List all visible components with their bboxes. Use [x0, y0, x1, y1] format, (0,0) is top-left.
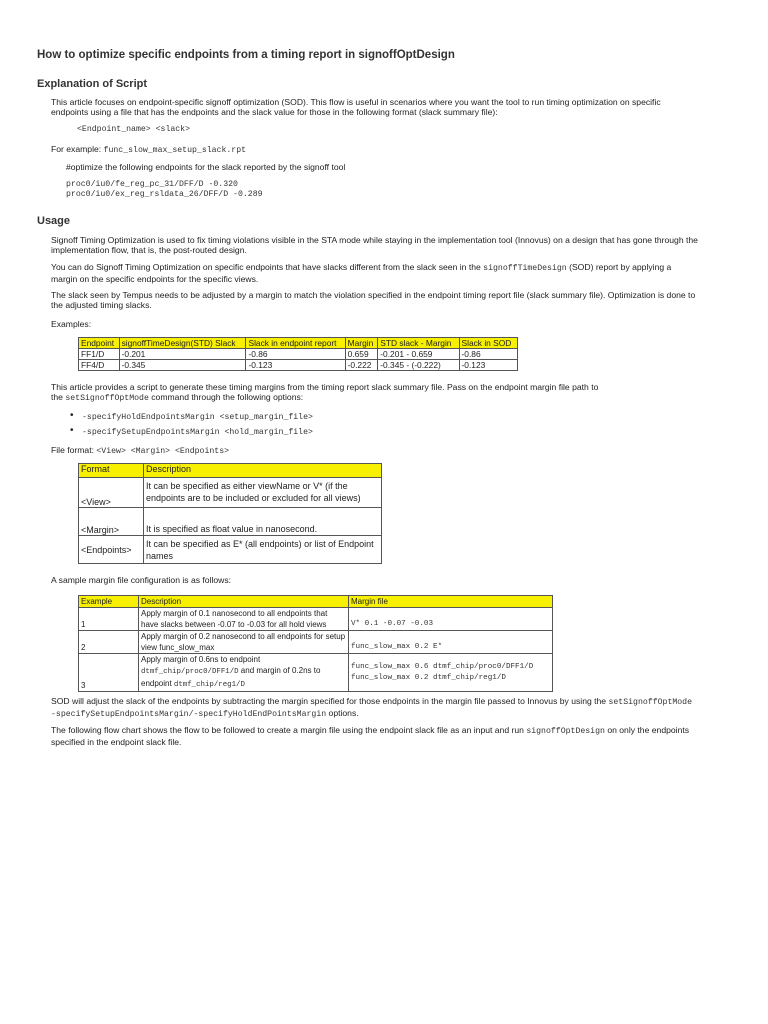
code-line-2: proc0/iu0/ex_reg_rsldata_26/DFF/D -0.289 [66, 190, 263, 199]
flow-paragraph [51, 725, 741, 748]
table-cell: func_slow_max 0.2 E* [349, 631, 553, 654]
table-cell: -0.123 [246, 360, 345, 371]
table-row [79, 608, 553, 631]
table-row [79, 360, 518, 371]
intro-line-2: endpoints using a file that has the endpoints and the slack value for those in the following format (slack summary file): [51, 107, 498, 118]
table-cell: <Margin> [79, 508, 144, 536]
script-paragraph [51, 382, 741, 405]
table-cell: 0.659 [345, 349, 378, 360]
usage-p3-line-2: the adjusted timing slacks. [51, 300, 152, 311]
intro-paragraph [51, 97, 741, 118]
usage-p2-text-b: (SOD) report by applying a [566, 262, 672, 272]
script-line-2a: the [51, 392, 66, 403]
table-cell: -0.123 [459, 360, 517, 371]
table-row [79, 654, 553, 692]
table-cell: It can be specified as E* (all endpoints) or list of Endpoint names [144, 536, 382, 564]
section-heading-explanation: Explanation of Script [37, 78, 148, 90]
margin-file-line-2: func_slow_max 0.2 dtmf_chip/reg1/D [351, 673, 506, 682]
examples-label: Examples: [51, 319, 92, 329]
usage-paragraph-2 [51, 262, 741, 285]
usage-p2-line-2: margin on the specific endpoints for the specific views. [51, 274, 259, 285]
list-item [70, 426, 313, 441]
script-line-1: This article provides a script to generate these timing margins from the timing report slack summary file. Pass on the endpoint margin file path to [51, 382, 599, 392]
margin-file-table [78, 595, 553, 692]
table-cell: -0.345 [119, 360, 246, 371]
table-header-cell: signoffTimeDesign(STD) Slack [119, 338, 246, 349]
desc-text-a: Apply margin of 0.6ns to endpoint [141, 655, 261, 664]
table-header-row [79, 464, 382, 478]
usage-p3-line-1: The slack seen by Tempus needs to be adjusted by a margin to match the violation specified in the endpoint timing report file (slack summary file). Optimization is done to [51, 290, 696, 300]
table-cell: -0.222 [345, 360, 378, 371]
flow-code: signoffOptDesign [526, 727, 605, 736]
table-cell: <Endpoints> [79, 536, 144, 564]
sod-code-2: -specifySetupEndpointsMargin/-specifyHoldEndPointsMargin [51, 710, 327, 720]
usage-p1-line-2: implementation flow, that is, the post-routed design. [51, 245, 247, 256]
table-cell: It is specified as float value in nanosecond. [144, 508, 382, 536]
table-cell [349, 654, 553, 692]
table-header-cell: Margin file [349, 596, 553, 608]
example-label: For example: [51, 144, 104, 154]
option-hold: -specifyHoldEndpointsMargin <setup_margin_file> [82, 413, 313, 422]
page-title: How to optimize specific endpoints from a timing report in signoffOptDesign [37, 49, 455, 61]
option-list [70, 411, 313, 441]
flow-line-2: specified in the endpoint slack file. [51, 737, 182, 748]
desc-text-b: and margin of 0.2ns to endpoint [141, 666, 321, 688]
table-cell: -0.86 [459, 349, 517, 360]
file-format-label: File format: [51, 445, 97, 455]
sod-text-a: SOD will adjust the slack of the endpoints by subtracting the margin specified for those endpoints in the margin file passed to Innovus by using the [51, 696, 609, 706]
table-cell: FF4/D [79, 360, 120, 371]
table-row [79, 349, 518, 360]
table-cell [139, 654, 349, 692]
file-format-code: <View> <Margin> <Endpoints> [96, 447, 230, 456]
table-cell: Apply margin of 0.2 nanosecond to all endpoints for setup view func_slow_max [139, 631, 349, 654]
table-cell: -0.201 [119, 349, 246, 360]
table-cell: <View> [79, 478, 144, 508]
table-cell: 1 [79, 608, 139, 631]
example-line [51, 144, 741, 156]
code-comment: #optimize the following endpoints for the slack reported by the signoff tool [66, 162, 346, 172]
table-cell: FF1/D [79, 349, 120, 360]
usage-paragraph-3 [51, 290, 741, 311]
table-row [79, 508, 382, 536]
format-line: <Endpoint_name> <slack> [77, 125, 191, 134]
sod-paragraph [51, 696, 741, 721]
table-cell: -0.201 - 0.659 [378, 349, 459, 360]
table-cell: 3 [79, 654, 139, 692]
table-row [79, 478, 382, 508]
table-header-cell: Format [79, 464, 144, 478]
sod-text-b: options. [326, 708, 359, 719]
table-row [79, 631, 553, 654]
table-cell: 2 [79, 631, 139, 654]
sample-label: A sample margin file configuration is as follows: [51, 575, 232, 585]
usage-p1-line-1: Signoff Timing Optimization is used to fix timing violations visible in the STA mode while staying in the implementation tool (Innovus) on a design that has gone through the [51, 235, 698, 245]
flow-text-a: The following flow chart shows the flow to be followed to create a margin file using the endpoint slack file as an input and run [51, 725, 527, 735]
table-header-cell: Margin [345, 338, 378, 349]
table-header-cell: Description [144, 464, 382, 478]
table-cell: It can be specified as either viewName or V* (if the endpoints are to be included or excluded for all views) [144, 478, 382, 508]
sod-code-1: setSignoffOptMode [608, 698, 693, 707]
slack-margin-table [78, 337, 518, 371]
table-cell: -0.86 [246, 349, 345, 360]
usage-paragraph-1 [51, 235, 741, 256]
table-header-cell: Example [79, 596, 139, 608]
table-row [79, 536, 382, 564]
list-item [70, 411, 313, 426]
example-filename: func_slow_max_setup_slack.rpt [103, 146, 247, 155]
table-header-row [79, 596, 553, 608]
table-cell: V* 0.1 -0.07 -0.03 [349, 608, 553, 631]
desc-code-1: dtmf_chip/proc0/DFF1/D [141, 668, 239, 676]
table-cell: -0.345 - (-0.222) [378, 360, 459, 371]
table-header-cell: Description [139, 596, 349, 608]
format-table [78, 463, 382, 564]
table-header-cell: Slack in SOD [459, 338, 517, 349]
table-header-row [79, 338, 518, 349]
flow-text-b: on only the endpoints [604, 725, 690, 735]
option-setup: -specifySetupEndpointsMargin <hold_margin_file> [82, 428, 313, 437]
script-line-2b: command through the following options: [148, 392, 304, 403]
section-heading-usage: Usage [37, 215, 71, 227]
table-header-cell: Endpoint [79, 338, 120, 349]
file-format-line [51, 445, 741, 457]
desc-code-2: dtmf_chip/reg1/D [173, 681, 245, 689]
table-header-cell: STD slack - Margin [378, 338, 459, 349]
usage-p2-code: signoffTimeDesign [483, 264, 567, 273]
code-block [66, 180, 263, 200]
table-header-cell: Slack in endpoint report [246, 338, 345, 349]
code-line-1: proc0/iu0/fe_reg_pc_31/DFF/D -0.320 [66, 180, 238, 189]
table-cell: Apply margin of 0.1 nanosecond to all endpoints that have slacks between -0.07 to -0.03 for all hold views [139, 608, 349, 631]
script-code: setSignoffOptMode [65, 394, 149, 404]
intro-line-1: This article focuses on endpoint-specific signoff optimization (SOD). This flow is useful in scenarios where you want the tool to run timing optimization on specific [51, 97, 661, 107]
margin-file-line-1: func_slow_max 0.6 dtmf_chip/proc0/DFF1/D [351, 662, 534, 671]
usage-p2-text-a: You can do Signoff Timing Optimization on specific endpoints that have slacks different from the slack seen in the [51, 262, 484, 272]
